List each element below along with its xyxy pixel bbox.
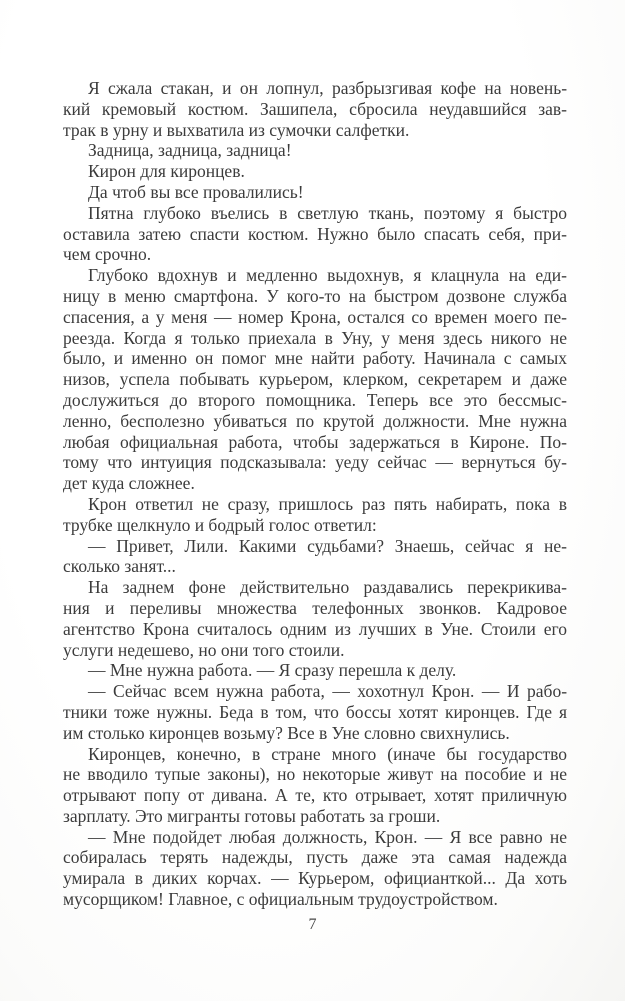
text-line: Да чтоб вы все провалились! <box>88 181 304 202</box>
text-line: Кирон для киронцев. <box>88 161 245 182</box>
text-line: не вводило тупые законы), но некоторые живут на пособие и не <box>63 764 567 785</box>
text-line: сколько занят... <box>63 556 176 577</box>
paragraph <box>63 140 567 161</box>
paragraph <box>63 681 567 743</box>
paragraph <box>63 265 567 494</box>
text-line: собиралась терять надежды, пусть даже эта самая надежда <box>63 847 568 868</box>
paragraph <box>63 203 567 265</box>
page-text-block <box>63 78 567 910</box>
text-line: низов, успела побывать курьером, клерком, секретарем и даже <box>63 369 567 390</box>
text-line: Киронцев, конечно, в стране много (иначе бы государство <box>88 743 567 764</box>
text-line: зарплату. Это мигранты готовы работать за гроши. <box>63 805 441 826</box>
paragraph <box>63 827 567 910</box>
text-line: кий кремовый костюм. Зашипела, сбросила неудавшийся зав- <box>63 98 567 119</box>
text-line: было, и именно он помог мне найти работу. Начинала с самых <box>63 348 568 369</box>
paragraph <box>63 78 567 140</box>
text-line: — Мне подойдет любая должность, Крон. — Я все равно не <box>88 826 568 847</box>
paragraph <box>63 161 567 182</box>
text-line: Крон ответил не сразу, пришлось раз пять набирать, пока в <box>88 493 568 514</box>
text-line: любая официальная работа, чтобы задержаться в Кироне. По- <box>63 431 567 452</box>
text-line: услуги недешево, но они того стоили. <box>63 639 345 660</box>
paragraph <box>63 494 567 536</box>
text-line: трубке щелкнуло и бодрый голос ответил: <box>63 514 377 535</box>
paragraph <box>63 660 567 681</box>
text-line: ницу в меню смартфона. У кого-то на быстром дозвоне служба <box>63 285 567 306</box>
text-line: ния и переливы множества телефонных звонков. Кадровое <box>63 597 568 618</box>
text-line: оставила затею спасти костюм. Нужно было спасать себя, при- <box>63 223 567 244</box>
text-line: мусорщиком! Главное, с официальным трудоустройством. <box>63 889 498 910</box>
paragraph <box>63 182 567 203</box>
text-line: дослужиться до второго помощника. Теперь все это бессмыс- <box>63 389 567 410</box>
text-line: агентство Крона считалось одним из лучших в Уне. Стоили его <box>63 618 568 639</box>
text-line: тому что интуиция подсказывала: уеду сейчас — вернуться бу- <box>63 452 568 473</box>
text-line: ленно, бесполезно убиваться по крутой должности. Мне нужна <box>63 410 567 431</box>
text-line: им столько киронцев возьму? Все в Уне словно свихнулись. <box>63 722 510 743</box>
text-line: трак в урну и выхватила из сумочки салфетки. <box>63 119 410 140</box>
text-line: На заднем фоне действительно раздавались перекрикива- <box>88 577 568 598</box>
text-line: отрывают попу от дивана. А те, кто отрывает, хотят приличную <box>63 785 567 806</box>
text-line: Пятна глубоко въелись в светлую ткань, поэтому я быстро <box>88 202 567 223</box>
text-line: Глубоко вдохнув и медленно выдохнув, я клацнула на еди- <box>88 265 567 286</box>
text-line: тники тоже нужны. Беда в том, что боссы хотят киронцев. Где я <box>63 701 568 722</box>
text-line: Я сжала стакан, и он лопнул, разбрызгивая кофе на новень- <box>88 78 568 98</box>
text-line: чем срочно. <box>63 244 152 265</box>
text-line: — Привет, Лили. Какими судьбами? Знаешь, сейчас я не- <box>88 535 567 556</box>
paragraph <box>63 744 567 827</box>
text-line: — Сейчас всем нужна работа, — хохотнул Крон. — И рабо- <box>88 681 568 702</box>
text-line: умирала в диких корчах. — Курьером, официанткой... Да хоть <box>63 868 567 889</box>
page-number: 7 <box>308 916 317 933</box>
text-line: реезда. Когда я только приехала в Уну, у меня здесь никого не <box>63 327 567 348</box>
text-line: спасения, а у меня — номер Крона, остался со времен моего пе- <box>63 306 567 327</box>
text-line: — Мне нужна работа. — Я сразу перешла к делу. <box>88 660 457 681</box>
paragraph <box>63 536 567 578</box>
text-line: Задница, задница, задница! <box>88 140 292 161</box>
paragraph <box>63 577 567 660</box>
text-line: дет куда сложнее. <box>63 473 195 494</box>
